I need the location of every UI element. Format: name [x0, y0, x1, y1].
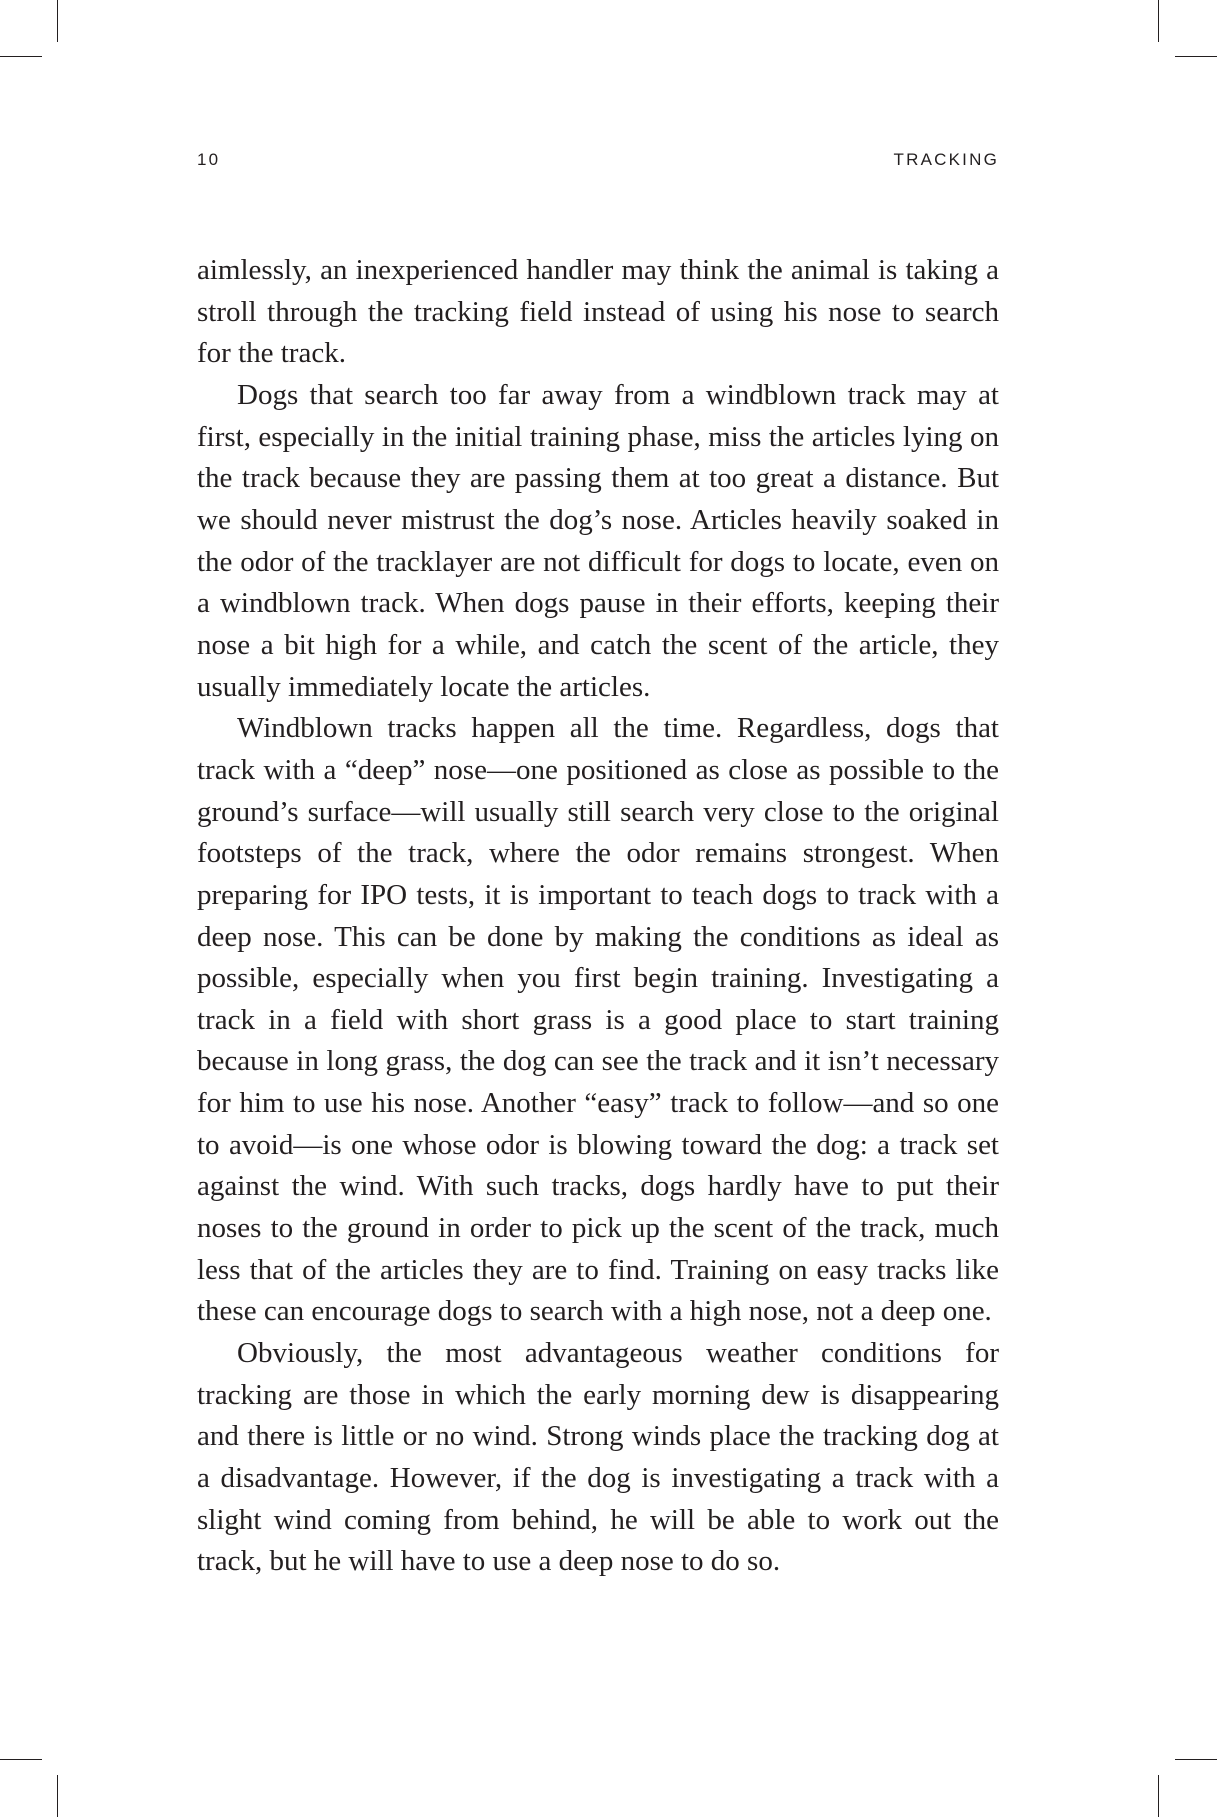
paragraph: Dogs that search too far away from a windblown track may at first, especially in the initial training phase, miss the articles lying on the track because they are passing them at too great a distance. But we should never mistrust the dog’s nose. Articles heavily soaked in the odor of the tracklayer are not difficult for dogs to locate, even on a windblown track. When dogs pause in their efforts, keeping their nose a bit high for a while, and catch the scent of the article, they usually immediately locate the articles.: [197, 378, 999, 703]
crop-mark-bottom-right-vertical: [1158, 1775, 1159, 1817]
crop-mark-bottom-left-vertical: [57, 1775, 58, 1817]
crop-mark-bottom-left-horizontal: [0, 1759, 42, 1760]
paragraph: Obviously, the most advantageous weather conditions for tracking are those in which the early morning dew is disappearing and there is little or no wind. Strong winds place the tracking dog at a disadvantage. However, if the dog is investigating a track with a slight wind coming from behind, he will be able to work out the track, but he will have to use a deep nose to do so.: [197, 1337, 999, 1578]
crop-mark-top-left-horizontal: [0, 56, 42, 57]
crop-mark-top-right-horizontal: [1175, 56, 1217, 57]
paragraph: Windblown tracks happen all the time. Regardless, dogs that track with a “deep” nose—one positioned as close as possible to the ground’s surface—will usually still search very close to the original footsteps of the track, where the odor remains strongest. When preparing for IPO tests, it is important to teach dogs to track with a deep nose. This can be done by making the conditions as ideal as possible, especially when you first begin training. Investigating a track in a field with short grass is a good place to start training because in long grass, the dog can see the track and it isn’t necessary for him to use his nose. Another “easy” track to follow—and so one to avoid—is one whose odor is blowing toward the dog: a track set against the wind. With such tracks, dogs hardly have to put their noses to the ground in order to pick up the scent of the track, much less that of the articles they are to find. Training on easy tracks like these can encourage dogs to search with a high nose, not a deep one.: [197, 712, 999, 1328]
page-number: 10: [197, 150, 221, 169]
paragraph-continued: aimlessly, an inexperienced handler may think the animal is taking a stroll through the tracking field instead of using his nose to search for the track.: [197, 254, 999, 370]
crop-mark-top-left-vertical: [57, 0, 58, 42]
body-text: [197, 250, 999, 1583]
section-title: TRACKING: [893, 150, 999, 169]
crop-mark-bottom-right-horizontal: [1175, 1759, 1217, 1760]
running-head: [197, 150, 999, 174]
crop-mark-top-right-vertical: [1158, 0, 1159, 42]
